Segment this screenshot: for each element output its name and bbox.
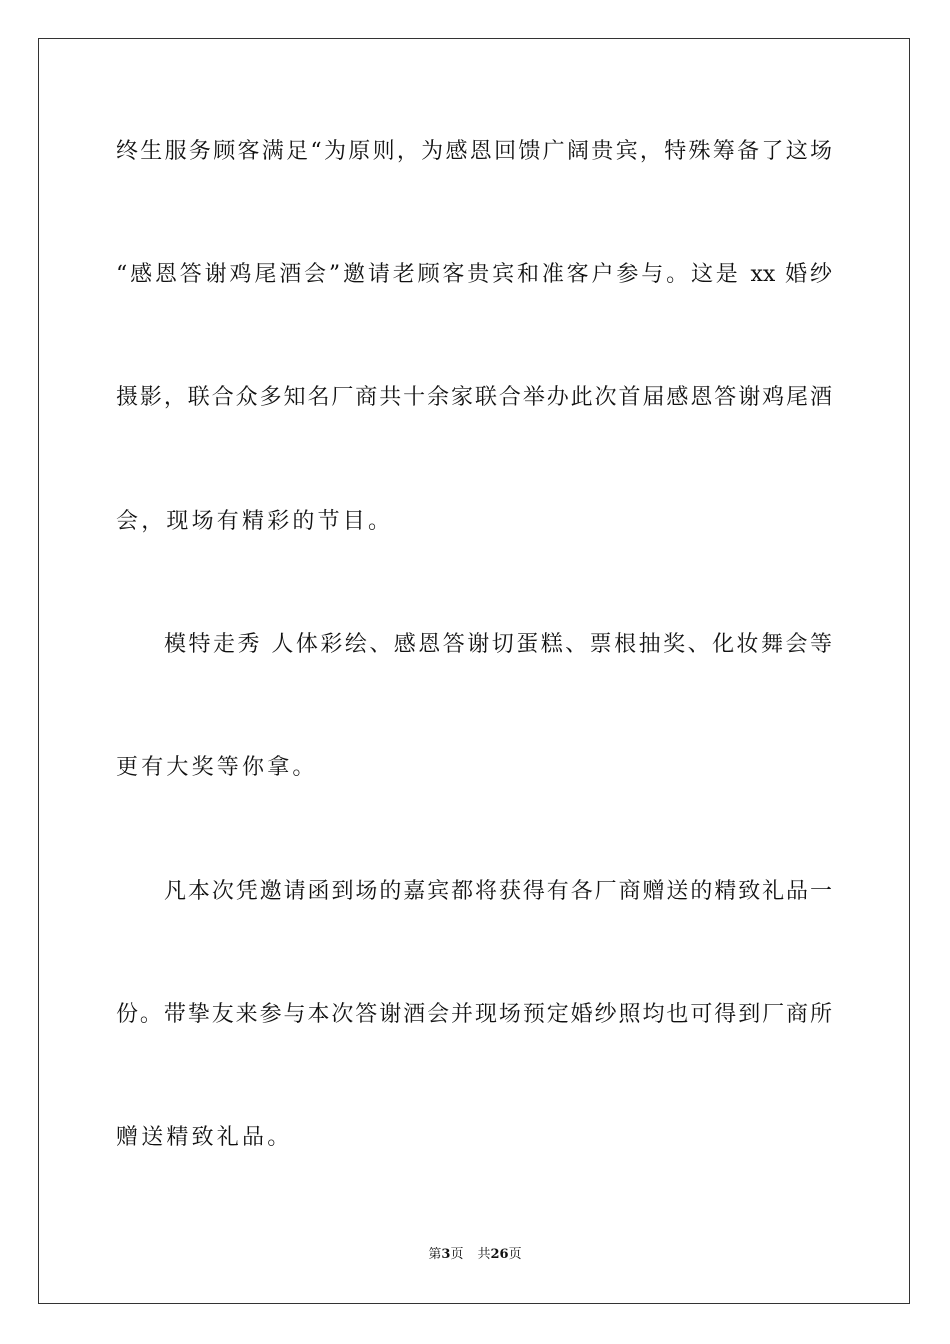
page-prefix: 第 bbox=[428, 1247, 442, 1262]
text-line: 份。带挚友来参与本次答谢酒会并现场预定婚纱照均也可得到厂商所 bbox=[116, 1002, 832, 1027]
page-footer bbox=[0, 1246, 950, 1264]
text-line: 赠送精致礼品。 bbox=[116, 1125, 293, 1150]
text-line: 摄影，联合众多知名厂商共十余家联合举办此次首届感恩答谢鸡尾酒 bbox=[116, 385, 832, 410]
text-line: 终生服务顾客满足“为原则，为感恩回馈广阔贵宾，特殊筹备了这场 bbox=[116, 139, 832, 164]
text-line: 凡本次凭邀请函到场的嘉宾都将获得有各厂商赠送的精致礼品一 bbox=[164, 879, 832, 904]
text-line: 模特走秀 人体彩绘、感恩答谢切蛋糕、票根抽奖、化妆舞会等 bbox=[164, 632, 832, 657]
text-line: 会，现场有精彩的节目。 bbox=[116, 509, 394, 534]
page-suffix: 页 bbox=[450, 1247, 464, 1262]
total-suffix: 页 bbox=[508, 1247, 522, 1262]
total-prefix: 共 bbox=[477, 1247, 491, 1262]
page-border bbox=[38, 38, 910, 1304]
text-line: “感恩答谢鸡尾酒会”邀请老顾客贵宾和准客户参与。这是 xx 婚纱 bbox=[116, 262, 832, 287]
total-page-count: 26 bbox=[490, 1247, 509, 1262]
current-page-number: 3 bbox=[441, 1247, 451, 1262]
text-line: 更有大奖等你拿。 bbox=[116, 755, 318, 780]
